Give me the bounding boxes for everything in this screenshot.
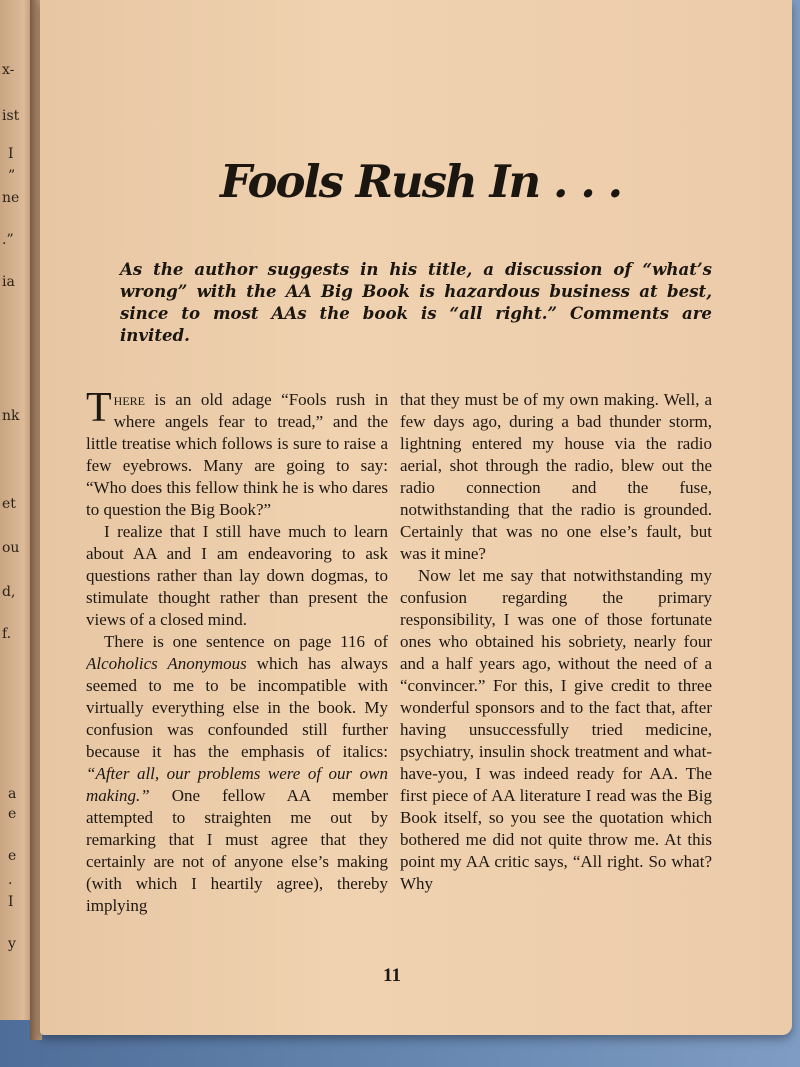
book-title: Alcoholics Anonymous: [86, 654, 247, 673]
page-number: 11: [383, 965, 401, 986]
paragraph-text: There is one sentence on page 116 of: [104, 632, 388, 651]
paragraph-text: which has always seemed to me to be incompatible with virtually everything else in the book. My confusion was confounded still further because it has the emphasis of italics:: [86, 654, 388, 761]
article-intro: As the author suggests in his title, a discussion of “what’s wrong” with the AA Big Book is hazardous business at best, since to most AAs the book is “all right.” Comments are invited.: [120, 259, 712, 345]
prev-page-fragment: ”: [8, 168, 16, 184]
italic-quote: “After all, our problems were of our own making.”: [86, 764, 388, 805]
prev-page-fragment: f.: [2, 626, 12, 642]
prev-page-fragment: x-: [2, 62, 15, 78]
article-title: Fools Rush In . . .: [220, 155, 622, 208]
left-column: [86, 389, 388, 954]
paragraph: I realize that I still have much to learn about AA and I am endeavoring to ask questions rather than lay down dogmas, to stimulate thought rather than present the views of a closed mind.: [86, 522, 388, 629]
prev-page-fragment: a: [8, 786, 17, 802]
paragraph: [86, 631, 388, 917]
prev-page-fragment: ne: [2, 190, 20, 206]
paragraph: Now let me say that notwithstanding my confusion regarding the primary responsibility, I was one of those fortunate ones who obtained his sobriety, nearly four and a half years ago, without the need of a “convincer.” For this, I give credit to three wonderful sponsors and to the fact that, after having unsuccessfully tried medicine, psychiatry, insulin shock treatment and what-have-you, I was indeed ready for AA. The first piece of AA literature I read was the Big Book itself, so you see the quotation which bothered me did not quite throw me. At this point my AA critic says, “All right. So what? Why: [400, 566, 712, 893]
prev-page-fragment: ist: [2, 108, 20, 124]
drop-cap: T: [86, 389, 112, 431]
paragraph: [86, 389, 388, 521]
paragraph-text: is an old adage “Fools rush in where angels fear to tread,” and the little treatise which follows is sure to raise a few eyebrows. Many are going to say: “Who does this fellow think he is who dares to question the Big Book?”: [86, 390, 388, 519]
prev-page-fragment: ia: [2, 274, 15, 290]
book-page: [40, 0, 792, 1035]
prev-page-fragment: et: [2, 496, 16, 512]
prev-page-fragment: I: [8, 894, 14, 910]
prev-page-fragment: d,: [2, 584, 16, 600]
prev-page-fragment: nk: [2, 408, 20, 424]
prev-page-fragment: .”: [2, 232, 14, 248]
lead-in-word: here: [113, 390, 145, 409]
prev-page-fragment: y: [8, 936, 16, 952]
prev-page-fragment: I: [8, 146, 14, 162]
right-column: [400, 389, 712, 954]
prev-page-fragment: .: [8, 872, 13, 888]
previous-page-edge: [0, 0, 34, 1020]
prev-page-fragment: e: [8, 848, 17, 864]
prev-page-fragment: ou: [2, 540, 20, 556]
paragraph-text: One fellow AA member attempted to straighten me out by remarking that I must agree that they certainly are not of anyone else’s making (with which I heartily agree), thereby implying: [86, 786, 388, 915]
prev-page-fragment: e: [8, 806, 17, 822]
paragraph: that they must be of my own making. Well, a few days ago, during a bad thunder storm, lightning entered my house via the radio aerial, shot through the radio, blew out the radio connection and the fuse, notwithstanding that the radio is grounded. Certainly that was no one else’s fault, but was it mine?: [400, 390, 712, 563]
